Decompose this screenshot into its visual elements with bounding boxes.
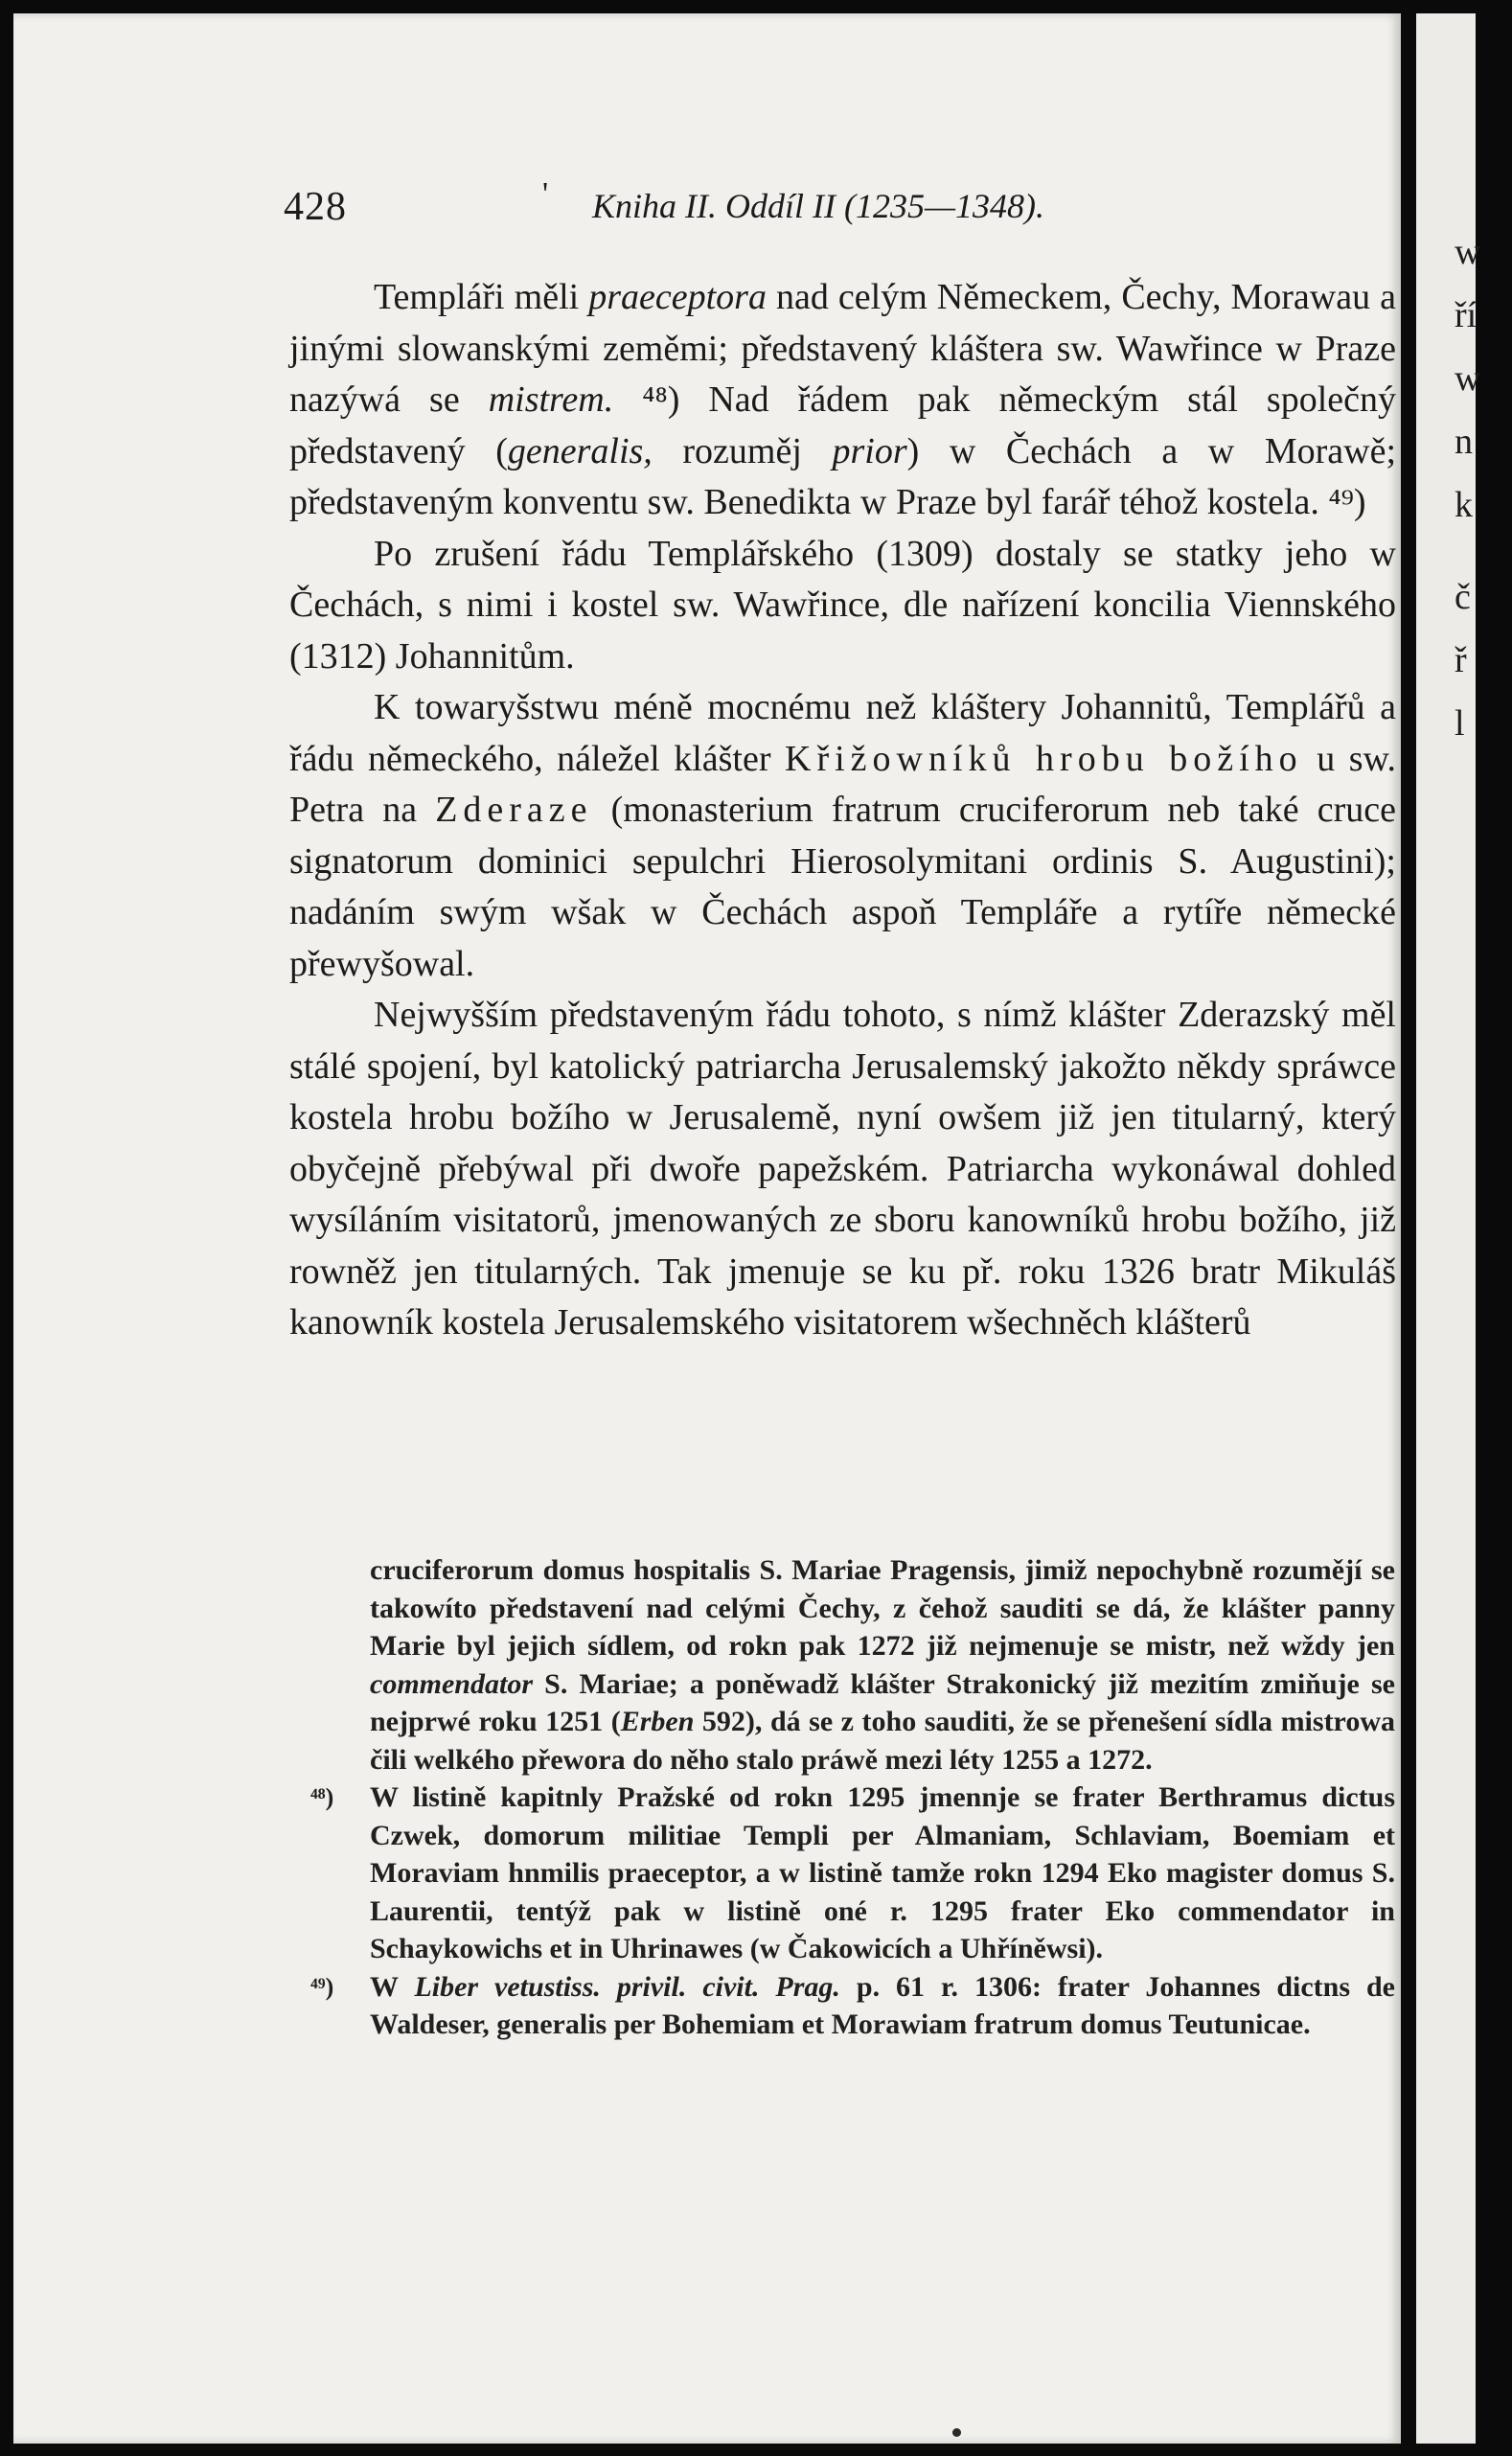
italic-term: mistrem. (488, 379, 614, 420)
footnote-marker: ⁴⁸) (310, 1783, 334, 1811)
text-run: rozuměj (652, 430, 833, 471)
text-run: p. 61 r. 1306: frater Johannes dictns de Waldeser, generalis per Bohemiam et Morawiam fratrum domus Teutunicae. (370, 1970, 1395, 2040)
text-run: ⁴⁸) Nad řádem pak německým stál společný představený ( (289, 379, 1396, 471)
paragraph-templars (289, 272, 1396, 529)
text-run: u sw. Petra na (289, 738, 1396, 830)
adjacent-fragment: ří (1455, 295, 1478, 335)
ink-dot (952, 2428, 961, 2437)
footnotes (310, 1551, 1395, 2044)
italic-term: Liber vetustiss. privil. civit. Prag. (414, 1970, 840, 2003)
text-run: K towaryšstwu méně mocnému než kláštery Johannitů, Templářů a řádu německého, náležel klášter (289, 687, 1396, 779)
body-text (289, 272, 1396, 1349)
text-run: 592), dá se z toho sauditi, že se přenešení sídla mistrowa čili welkého přewora do něho stalo práwě mezi léty 1255 a 1272. (370, 1706, 1395, 1776)
adjacent-fragment: k (1455, 485, 1473, 525)
adjacent-fragment: ř (1455, 640, 1467, 680)
adjacent-fragment: w (1455, 232, 1481, 272)
footnote-49 (310, 1968, 1395, 2044)
spaced-term: Křižowníků hrobu božího (785, 738, 1303, 779)
adjacent-fragment: č (1455, 577, 1471, 617)
text-run: ) w Čechách a w Morawě; představeným konventu sw. Benedikta w Praze byl farář téhož kostela. ⁴⁹) (289, 430, 1396, 522)
header-mark: ' (542, 176, 549, 212)
text-run: (monasterium fratrum cruciferorum neb také cruce signatorum dominici sepulchri Hierosolymitani ordinis S. Augustini); nadáním swým wšak w Čechách aspoň Templáře a rytíře německé přewyšowal. (289, 790, 1396, 984)
footnote-marker: ⁴⁹) (310, 1972, 334, 2001)
book-page (13, 13, 1401, 2444)
text-run: Templáři měli (374, 277, 589, 317)
spaced-term: Zderaze (435, 790, 593, 830)
italic-term: prior (832, 430, 907, 471)
adjacent-fragment: n (1455, 422, 1473, 462)
footnote-48 (310, 1779, 1395, 1968)
text-run: S. Mariae; a poněwadž klášter Strakonický již mezitím zmiňuje se nejprwé roku 1251 ( (370, 1667, 1395, 1737)
adjacent-page-edge (1416, 13, 1481, 2444)
adjacent-fragment: w (1455, 358, 1481, 399)
paragraph-patriarch: Nejwyšším představeným řádu tohoto, s nímž klášter Zderazský měl stálé spojení, byl katolický patriarcha Jerusalemský jakožto někdy spráwce kostela hrobu božího w Jerusalemě, nyní owšem již jen titularný, který obyčejně přebýwal při dwoře papežském. Patriarcha wykonáwal dohled wysíláním visitatorů, jmenowaných ze sboru kanowníků hrobu božího, již rowněž jen titularných. Tak jmenuje se ku př. roku 1326 bratr Mikuláš kanowník kostela Jerusalemského visitatorem wšechněch klášterů (289, 995, 1396, 1343)
page-header (284, 176, 1146, 234)
footnote-continuation (310, 1551, 1395, 1779)
text-run: cruciferorum domus hospitalis S. Mariae Pragensis, jimiž nepochybně rozumějí se takowíto představení nad celými Čechy, z čehož sauditi se dá, že klášter panny Marie byl jejich sídlem, od rokn pak 1272 již nejmenuje se mistr, než wždy jen (370, 1554, 1395, 1662)
text-run: nad celým Německem, Čechy, Morawau a jinými slowanskými zeměmi; představený kláštera sw. Wawřince w Praze nazýwá se (289, 277, 1396, 420)
running-head: Kniha II. Oddíl II (1235—1348). (592, 187, 1044, 225)
italic-term: praeceptora (588, 277, 767, 317)
paragraph-zderaz (289, 682, 1396, 990)
italic-term: Erben (620, 1706, 695, 1737)
paragraph-dissolution: Po zrušení řádu Templářského (1309) dostaly se statky jeho w Čechách, s nimi i kostel sw. Wawřince, dle nařízení koncilia Viennského (1312) Johannitům. (289, 533, 1396, 677)
text-run: W listině kapitnly Pražské od rokn 1295 jmennje se frater Berthramus dictus Czwek, domorum militiae Templi per Almaniam, Schlaviam, Boemiam et Moraviam hnmilis praeceptor, a w listině tamže rokn 1294 Eko magister domus S. Laurentii, tentýž pak w listině oné r. 1295 frater Eko commendator in Schaykowichs et in Uhrinawes (w Čakowicích a Uhříněwsi). (370, 1781, 1395, 1964)
italic-term: generalis, (507, 430, 653, 471)
adjacent-fragment: l (1455, 703, 1465, 744)
italic-term: commendator (370, 1667, 533, 1700)
text-run: W (370, 1970, 415, 2003)
page-number: 428 (284, 185, 347, 229)
